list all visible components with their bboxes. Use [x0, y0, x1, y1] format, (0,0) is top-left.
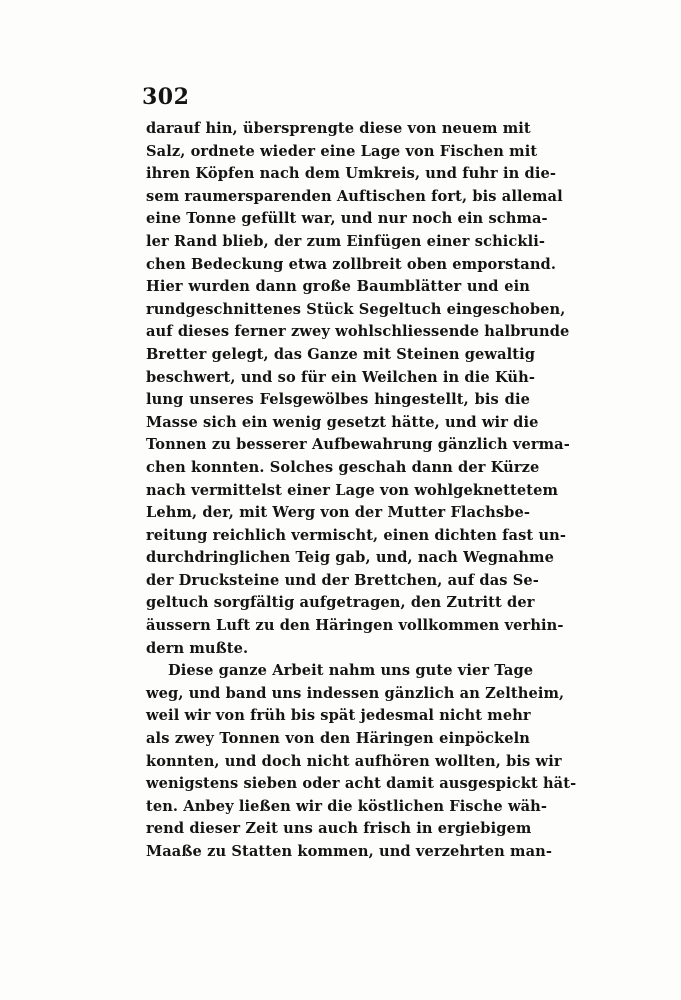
text-line: Bretter gelegt, das Ganze mit Steinen gewaltig	[146, 345, 536, 363]
text-line: ler Rand blieb, der zum Einfügen einer schickli-	[146, 232, 546, 250]
text-line: Tonnen zu besserer Aufbewahrung gänzlich verma-	[146, 436, 570, 454]
text-line: weg, und band uns indessen gänzlich an Zeltheim,	[146, 684, 565, 702]
body-text	[146, 118, 577, 864]
text-line: darauf hin, übersprengte diese von neuem mit	[146, 120, 531, 137]
text-line: wenigstens sieben oder acht damit ausgespickt hät-	[146, 775, 577, 793]
text-line: Salz, ordnete wieder eine Lage von Fischen mit	[146, 142, 538, 160]
text-line: Maaße zu Statten kommen, und verzehrten man-	[146, 843, 552, 860]
text-line: chen konnten. Solches geschah dann der Kürze	[146, 458, 540, 476]
text-line: reitung reichlich vermischt, einen dichten fast un-	[146, 526, 567, 544]
text-line: Masse sich ein wenig gesetzt hätte, und wir die	[146, 413, 539, 431]
paragraph-2	[146, 660, 577, 863]
text-line: geltuch sorgfältig aufgetragen, den Zutritt der	[146, 594, 535, 612]
page-number: 302	[142, 84, 190, 110]
text-line: chen Bedeckung etwa zollbreit oben emporstand.	[146, 255, 557, 273]
text-line: rend dieser Zeit uns auch frisch in ergiebigem	[146, 820, 532, 838]
text-line: äussern Luft zu den Häringen vollkommen verhin-	[146, 617, 564, 635]
text-line: beschwert, und so für ein Weilchen in die Küh-	[146, 368, 535, 386]
text-line: Lehm, der, mit Werg von der Mutter Flachsbe-	[146, 504, 530, 522]
text-line: sem raumersparenden Auftischen fort, bis allemal	[146, 187, 563, 205]
text-line: auf dieses ferner zwey wohlschliessende halbrunde	[146, 323, 570, 341]
text-line: durchdringlichen Teig gab, und, nach Wegnahme	[146, 549, 554, 567]
text-line: lung unseres Felsgewölbes hingestellt, bis die	[146, 391, 530, 409]
text-line: nach vermittelst einer Lage von wohlgeknettetem	[146, 481, 558, 499]
text-line: der Drucksteine und der Brettchen, auf das Se-	[146, 571, 539, 589]
text-line: rundgeschnittenes Stück Segeltuch eingeschoben,	[146, 300, 566, 318]
text-line: eine Tonne gefüllt war, und nur noch ein schma-	[146, 210, 548, 228]
text-line: weil wir von früh bis spät jedesmal nicht mehr	[146, 707, 531, 725]
paragraph-1	[146, 118, 570, 660]
text-line: dern mußte.	[146, 639, 249, 657]
text-line: als zwey Tonnen von den Häringen einpöckeln	[146, 730, 530, 748]
text-line: ten. Anbey ließen wir die köstlichen Fische wäh-	[146, 797, 548, 815]
text-line: ihren Köpfen nach dem Umkreis, und fuhr in die-	[146, 165, 557, 183]
text-line: konnten, und doch nicht aufhören wollten, bis wir	[146, 752, 562, 770]
text-line: Hier wurden dann große Baumblätter und ein	[146, 278, 530, 296]
text-line: Diese ganze Arbeit nahm uns gute vier Tage	[168, 662, 534, 680]
